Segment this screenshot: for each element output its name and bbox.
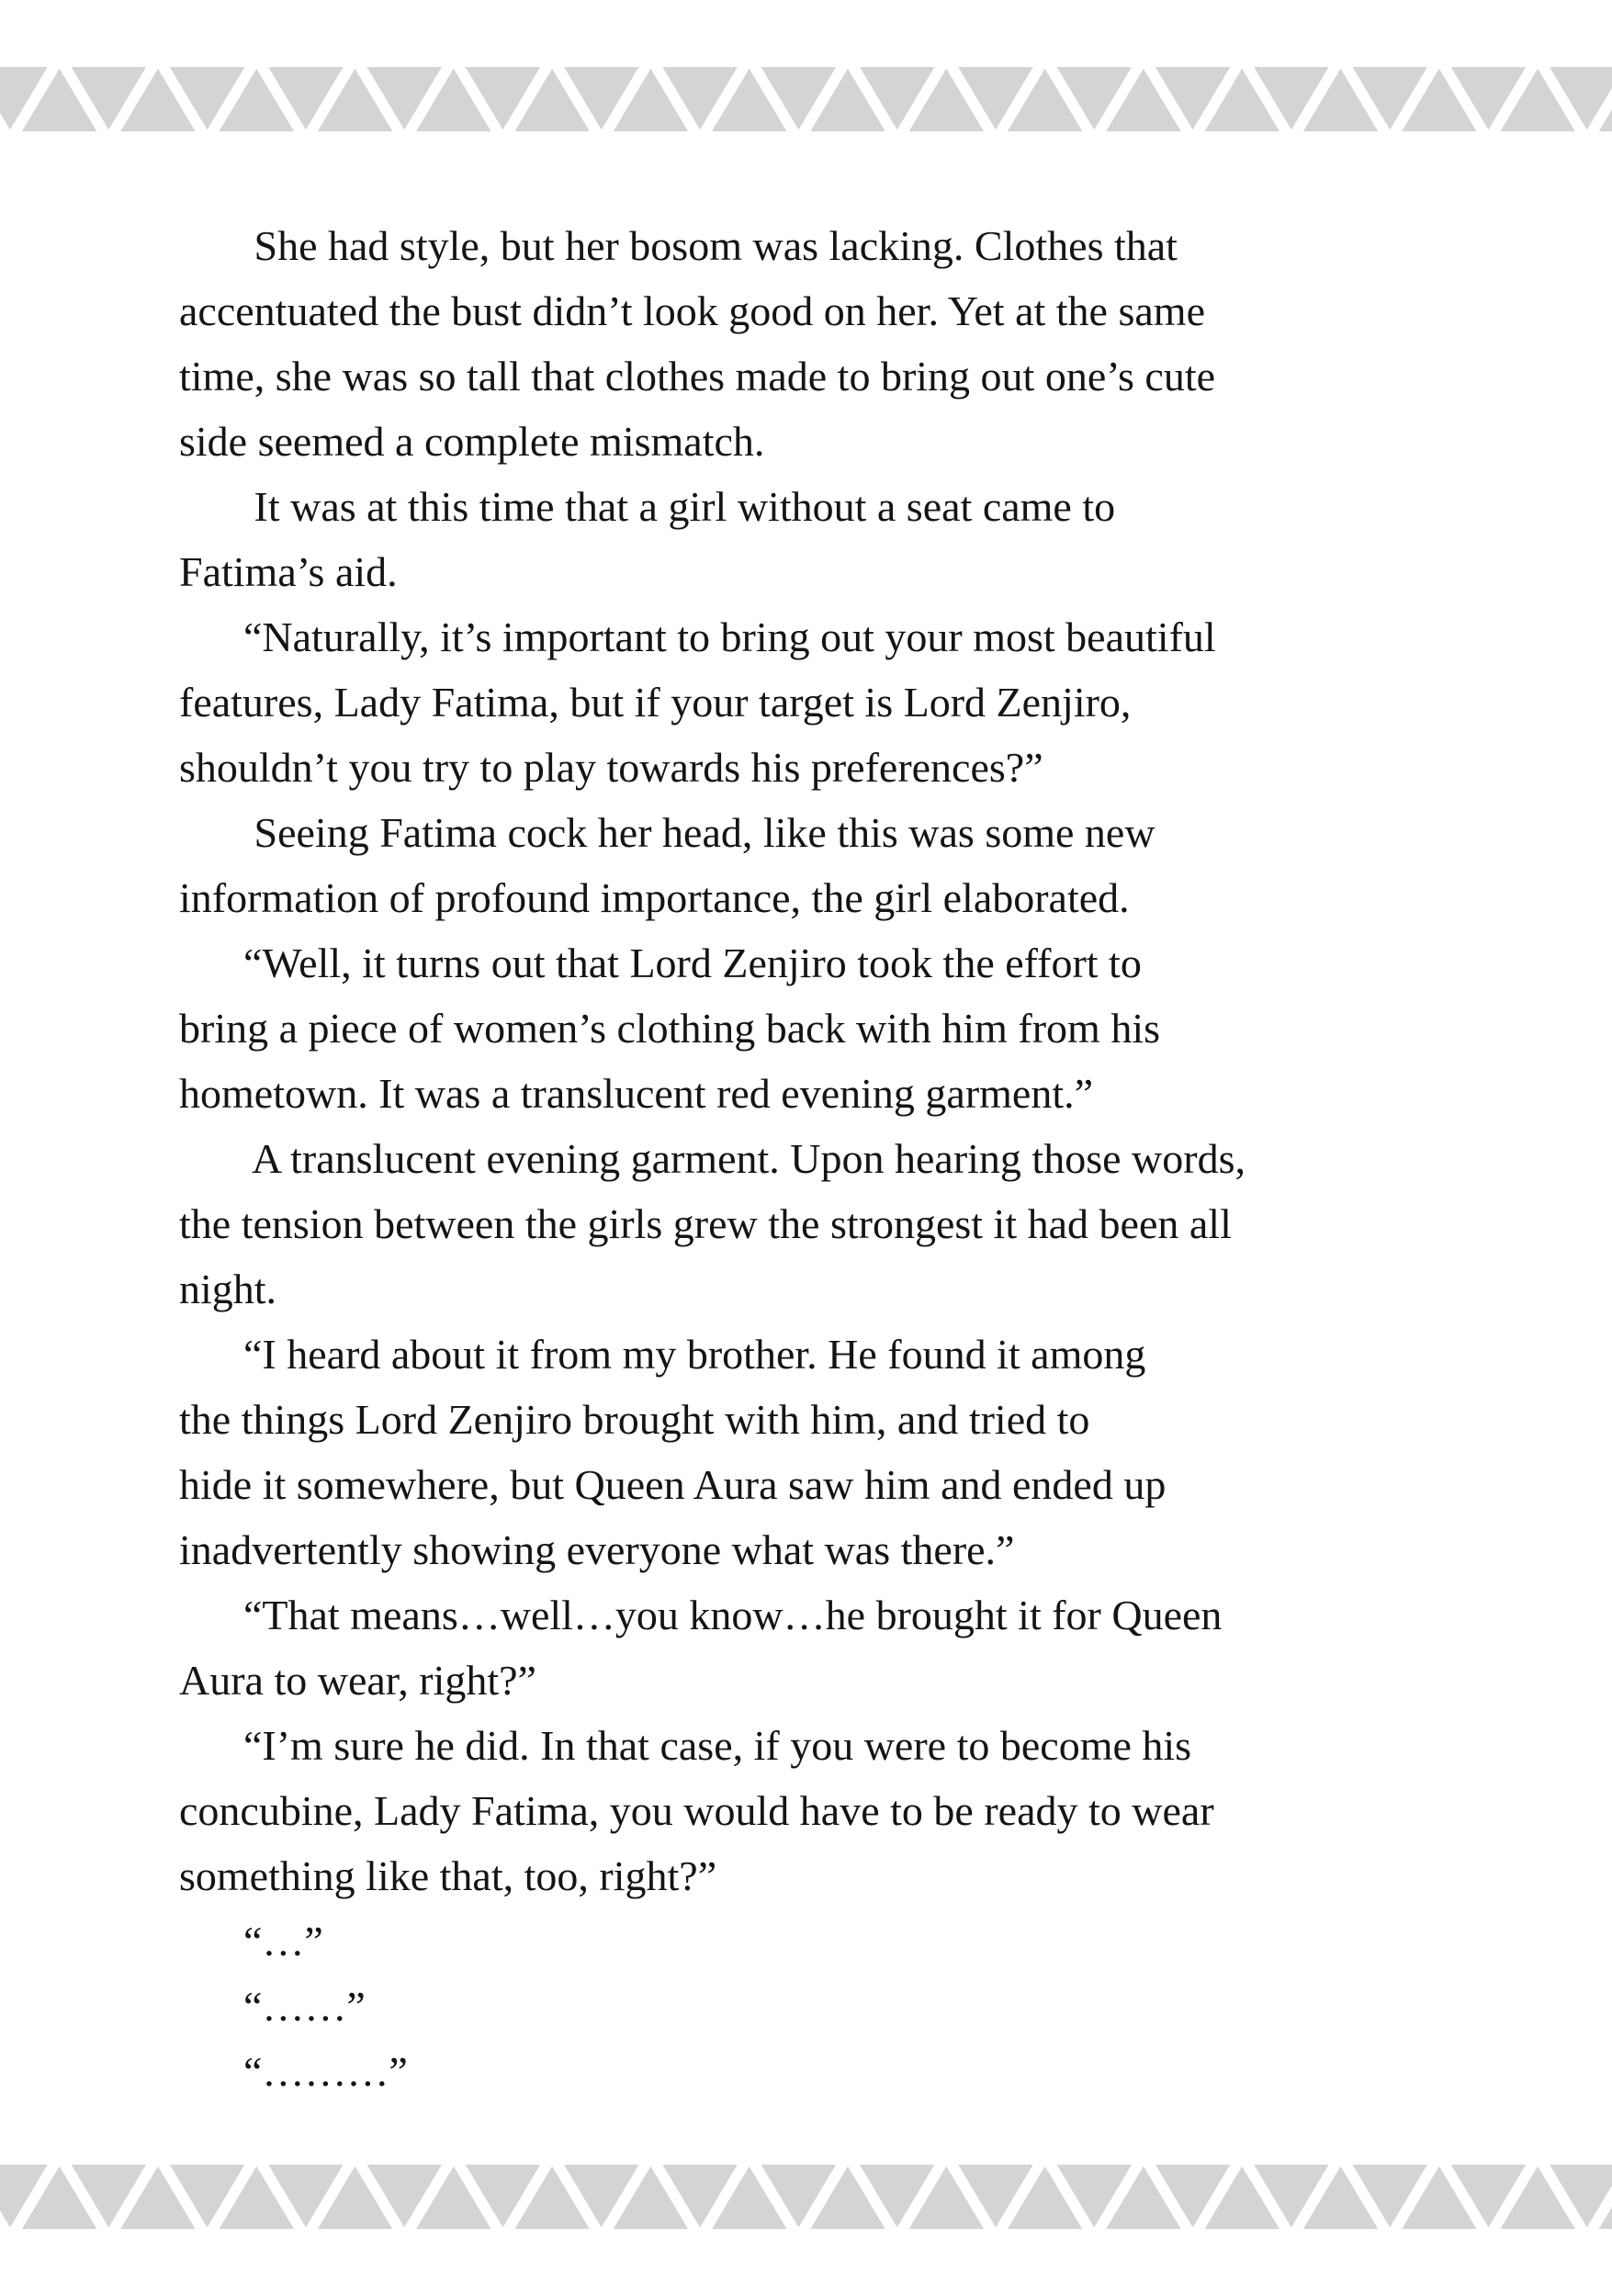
text-line: accentuated the bust didn’t look good on her. Yet at the same (179, 287, 1205, 334)
bottom-zigzag-border (0, 2165, 1612, 2229)
text-line: “………” (243, 2048, 408, 2095)
text-line: “That means…well…you know…he brought it for Queen (243, 1592, 1223, 1638)
text-line: A translucent evening garment. Upon hearing those words, (243, 1135, 1246, 1182)
text-line: the things Lord Zenjiro brought with him, and tried to (179, 1396, 1090, 1443)
text-line: hide it somewhere, but Queen Aura saw him and ended up (179, 1461, 1167, 1508)
text-line: Fatima’s aid. (179, 548, 398, 595)
text-line: Aura to wear, right?” (179, 1657, 536, 1704)
zigzag-pattern-icon (0, 67, 1612, 131)
text-line: “I’m sure he did. In that case, if you were to become his (243, 1722, 1192, 1769)
text-line: inadvertently showing everyone what was there.” (179, 1526, 1015, 1573)
text-line: bring a piece of women’s clothing back with him from his (179, 1005, 1160, 1052)
text-line: side seemed a complete mismatch. (179, 418, 765, 465)
text-line: She had style, but her bosom was lacking. Clothes that (243, 222, 1178, 269)
page-text (179, 213, 1575, 2104)
text-line: “……” (243, 1983, 366, 2030)
text-line: Seeing Fatima cock her head, like this was some new (243, 809, 1155, 856)
text-line: “Naturally, it’s important to bring out your most beautiful (243, 613, 1216, 660)
text-line: something like that, too, right?” (179, 1852, 717, 1899)
text-line: It was at this time that a girl without a seat came to (243, 483, 1116, 530)
text-line: features, Lady Fatima, but if your target is Lord Zenjiro, (179, 679, 1132, 726)
text-line: time, she was so tall that clothes made to bring out one’s cute (179, 353, 1216, 400)
text-line: “I heard about it from my brother. He found it among (243, 1331, 1146, 1378)
zigzag-pattern-icon (0, 2165, 1612, 2229)
text-line: night. (179, 1266, 277, 1312)
text-line: concubine, Lady Fatima, you would have to be ready to wear (179, 1787, 1214, 1834)
text-line: “Well, it turns out that Lord Zenjiro took the effort to (243, 940, 1142, 986)
top-zigzag-border (0, 67, 1612, 131)
text-line: the tension between the girls grew the strongest it had been all (179, 1200, 1232, 1247)
text-line: shouldn’t you try to play towards his preferences?” (179, 744, 1043, 791)
text-line: hometown. It was a translucent red evening garment.” (179, 1070, 1094, 1117)
text-line: “…” (243, 1918, 323, 1964)
text-line: information of profound importance, the girl elaborated. (179, 874, 1130, 921)
